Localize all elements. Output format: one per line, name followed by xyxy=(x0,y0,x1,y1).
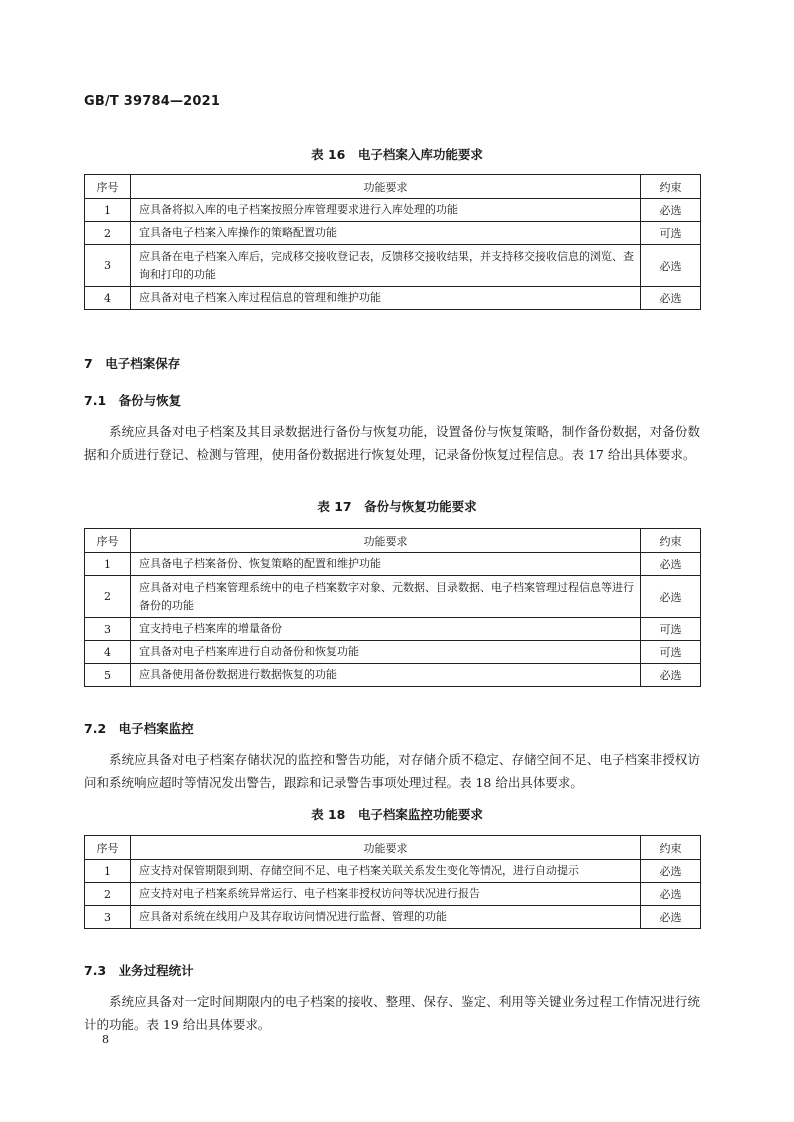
row-no: 3 xyxy=(85,618,131,641)
section-7-1-heading: 7.1 备份与恢复 xyxy=(84,393,182,408)
row-con: 可选 xyxy=(641,618,701,641)
table17-caption: 表 17 备份与恢复功能要求 xyxy=(317,499,477,514)
section-7-3-paragraph: 系统应具备对一定时间期限内的电子档案的接收、整理、保存、鉴定、利用等关键业务过程工作情况进行统计的功能。表 19 给出具体要求。 xyxy=(84,994,700,1032)
row-no: 2 xyxy=(85,883,131,906)
col-header-no: 序号 xyxy=(85,529,131,553)
page-number: 8 xyxy=(102,1033,109,1046)
row-req: 应具备将拟入库的电子档案按照分库管理要求进行入库处理的功能 xyxy=(131,199,641,222)
row-req: 宜具备对电子档案库进行自动备份和恢复功能 xyxy=(131,641,641,664)
table-row xyxy=(85,860,701,883)
table-row xyxy=(85,664,701,687)
row-con: 必选 xyxy=(641,553,701,576)
row-con: 必选 xyxy=(641,245,701,287)
row-con: 必选 xyxy=(641,287,701,310)
section-7-heading: 7 电子档案保存 xyxy=(84,356,181,371)
col-header-con: 约束 xyxy=(641,175,701,199)
row-no: 4 xyxy=(85,641,131,664)
row-no: 2 xyxy=(85,576,131,618)
row-req: 应具备对电子档案入库过程信息的管理和维护功能 xyxy=(131,287,641,310)
row-no: 4 xyxy=(85,287,131,310)
table-row xyxy=(85,245,701,287)
table-header-row xyxy=(85,836,701,860)
table18 xyxy=(84,835,701,929)
section-7-1-paragraph: 系统应具备对电子档案及其目录数据进行备份与恢复功能，设置备份与恢复策略，制作备份数据，对备份数据和介质进行登记、检测与管理，使用备份数据进行恢复处理，记录备份恢复过程信息。表 17 给出具体要求。 xyxy=(84,424,700,462)
table-row xyxy=(85,222,701,245)
row-req: 应具备使用备份数据进行数据恢复的功能 xyxy=(131,664,641,687)
col-header-req: 功能要求 xyxy=(131,175,641,199)
table-row xyxy=(85,199,701,222)
row-no: 5 xyxy=(85,664,131,687)
col-header-req: 功能要求 xyxy=(131,529,641,553)
table17 xyxy=(84,528,701,687)
col-header-req: 功能要求 xyxy=(131,836,641,860)
table16 xyxy=(84,174,701,310)
row-req: 应支持对保管期限到期、存储空间不足、电子档案关联关系发生变化等情况，进行自动提示 xyxy=(131,860,641,883)
row-no: 1 xyxy=(85,860,131,883)
row-req: 应具备在电子档案入库后，完成移交接收登记表，反馈移交接收结果，并支持移交接收信息的浏览、查询和打印的功能 xyxy=(131,245,641,287)
row-no: 1 xyxy=(85,553,131,576)
section-7-2-paragraph: 系统应具备对电子档案存储状况的监控和警告功能，对存储介质不稳定、存储空间不足、电子档案非授权访问和系统响应超时等情况发出警告，跟踪和记录警告事项处理过程。表 18 给出具体要求。 xyxy=(84,752,700,790)
row-no: 2 xyxy=(85,222,131,245)
row-req: 应具备电子档案备份、恢复策略的配置和维护功能 xyxy=(131,553,641,576)
row-req: 应具备对系统在线用户及其存取访问情况进行监督、管理的功能 xyxy=(131,906,641,929)
row-con: 必选 xyxy=(641,664,701,687)
row-con: 必选 xyxy=(641,199,701,222)
row-req: 宜支持电子档案库的增量备份 xyxy=(131,618,641,641)
row-no: 3 xyxy=(85,245,131,287)
standard-number: GB/T 39784—2021 xyxy=(84,94,221,109)
table-row xyxy=(85,883,701,906)
table18-caption: 表 18 电子档案监控功能要求 xyxy=(311,807,483,822)
row-no: 3 xyxy=(85,906,131,929)
row-con: 必选 xyxy=(641,860,701,883)
row-no: 1 xyxy=(85,199,131,222)
col-header-no: 序号 xyxy=(85,836,131,860)
row-req: 应具备对电子档案管理系统中的电子档案数字对象、元数据、目录数据、电子档案管理过程信息等进行备份的功能 xyxy=(131,576,641,618)
row-con: 可选 xyxy=(641,222,701,245)
table-row xyxy=(85,618,701,641)
row-con: 必选 xyxy=(641,883,701,906)
table-row xyxy=(85,553,701,576)
table-row xyxy=(85,287,701,310)
col-header-no: 序号 xyxy=(85,175,131,199)
row-con: 可选 xyxy=(641,641,701,664)
table-row xyxy=(85,906,701,929)
table-header-row xyxy=(85,175,701,199)
row-req: 应支持对电子档案系统异常运行、电子档案非授权访问等状况进行报告 xyxy=(131,883,641,906)
row-con: 必选 xyxy=(641,576,701,618)
col-header-con: 约束 xyxy=(641,836,701,860)
table-row xyxy=(85,641,701,664)
row-req: 宜具备电子档案入库操作的策略配置功能 xyxy=(131,222,641,245)
table16-caption: 表 16 电子档案入库功能要求 xyxy=(311,147,483,162)
row-con: 必选 xyxy=(641,906,701,929)
table-header-row xyxy=(85,529,701,553)
table-row xyxy=(85,576,701,618)
section-7-2-heading: 7.2 电子档案监控 xyxy=(84,721,194,736)
col-header-con: 约束 xyxy=(641,529,701,553)
section-7-3-heading: 7.3 业务过程统计 xyxy=(84,963,194,978)
